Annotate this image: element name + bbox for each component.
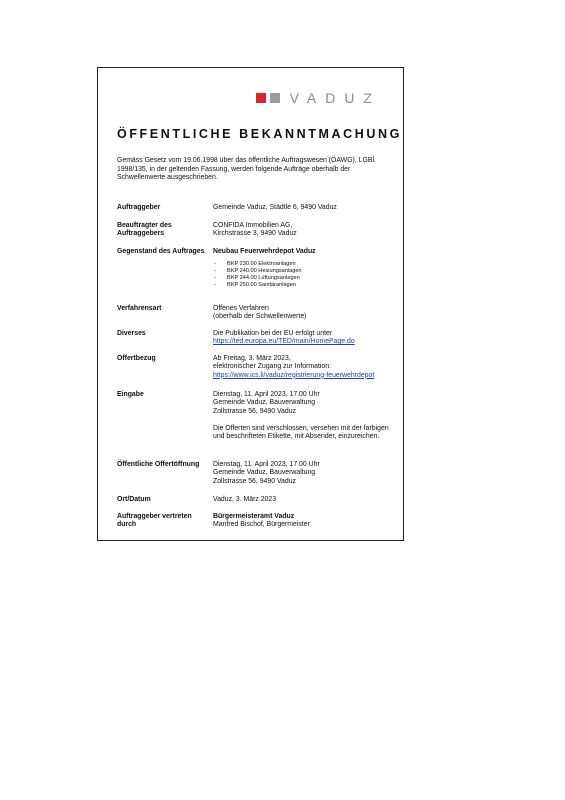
offertoeffnung-line1: Dienstag, 11. April 2023, 17.00 Uhr — [213, 461, 320, 468]
eingabe-line1: Dienstag, 11. April 2023, 17.00 Uhr — [213, 391, 320, 398]
label-auftraggeber: Auftraggeber — [117, 204, 161, 211]
offertbezug-line1: Ab Freitag, 3. März 2023, — [213, 355, 291, 362]
label-gegenstand: Gegenstand des Auftrages — [117, 248, 205, 255]
diverses-line1: Die Publikation bei der EU erfolgt unter — [213, 330, 333, 337]
label-eingabe: Eingabe — [117, 391, 144, 398]
eingabe-line2: Gemeinde Vaduz, Bauverwaltung — [213, 399, 316, 407]
ted-europa-link[interactable]: https://ted.europa.eu/TED/main/HomePage.do — [213, 338, 355, 346]
offertbezug-line2: elektronischer Zugang zur Information: — [213, 363, 331, 371]
gegenstand-title: Neubau Feuerwehrdepot Vaduz — [213, 248, 316, 255]
label-diverses: Diverses — [117, 330, 146, 337]
label-ortdatum: Ort/Datum — [117, 496, 151, 503]
value-eingabe — [213, 391, 399, 441]
ics-registration-link[interactable]: https://www.ics.li/vaduz/registrierung-feuerwehrdepot — [213, 371, 375, 379]
list-item: - BKP 240.00 Heizungsanlagen — [213, 268, 399, 275]
value-vertreten — [213, 513, 399, 530]
label-verfahrensart: Verfahrensart — [117, 305, 162, 312]
verfahrensart-line1: Offenes Verfahren — [213, 305, 269, 312]
value-ortdatum: Vaduz, 3. März 2023 — [213, 496, 277, 503]
label-offertoeffnung: Öffentliche Offertöffnung — [117, 461, 200, 468]
value-offertoeffnung — [213, 461, 399, 486]
verfahrensart-line2: (oberhalb der Schwellenwerte) — [213, 313, 307, 321]
offertoeffnung-line2: Gemeinde Vaduz, Bauverwaltung — [213, 469, 316, 477]
beauftragter-line2: Kirchstrasse 3, 9490 Vaduz — [213, 230, 297, 238]
vertreten-line1: Bürgermeisteramt Vaduz — [213, 513, 295, 520]
page-title: ÖFFENTLICHE BEKANNTMACHUNG — [117, 127, 402, 141]
value-verfahrensart — [213, 305, 399, 322]
announcement-document — [97, 67, 404, 541]
list-item: - BKP 250.00 Sanitäranlagen — [213, 282, 399, 289]
bkp-list — [213, 261, 399, 289]
eingabe-line3: Zollstrasse 56, 9490 Vaduz — [213, 407, 296, 415]
label-beauftragter: Beauftragter des Auftraggebers — [117, 222, 172, 238]
value-auftraggeber: Gemeinde Vaduz, Städtle 6, 9490 Vaduz — [213, 204, 337, 211]
offertoeffnung-line3: Zollstrasse 56, 9490 Vaduz — [213, 477, 296, 485]
value-gegenstand — [213, 248, 399, 289]
logo-grey-square-icon — [270, 93, 280, 103]
label-vertreten: Auftraggeber vertreten durch — [117, 513, 192, 529]
label-offertbezug: Offertbezug — [117, 355, 156, 362]
vaduz-logo — [256, 90, 381, 106]
list-item: - BKP 230.00 Elektroanlagen — [213, 261, 399, 268]
intro-paragraph: Gemäss Gesetz vom 19.06.1998 über das öffentliche Auftragswesen (ÖAWG), LGBl. 1998/135, in der geltenden Fassung, werden folgende Aufträge oberhalb der Schwellenwerte ausgeschrieben. — [117, 157, 376, 182]
beauftragter-line1: CONFIDA Immobilien AG, — [213, 222, 293, 229]
list-item: - BKP 244.00 Lüftungsanlagen — [213, 275, 399, 282]
value-diverses — [213, 330, 399, 347]
logo-red-square-icon — [256, 93, 266, 103]
vertreten-line2: Manfred Bischof, Bürgermeister — [213, 521, 310, 529]
value-offertbezug — [213, 355, 399, 380]
eingabe-note: Die Offerten sind verschlossen, versehen mit der farbigen und beschrifteten Etikette, mit Absender, einzureichen. — [213, 424, 389, 441]
value-beauftragter — [213, 222, 399, 239]
logo-text: VADUZ — [289, 90, 381, 106]
